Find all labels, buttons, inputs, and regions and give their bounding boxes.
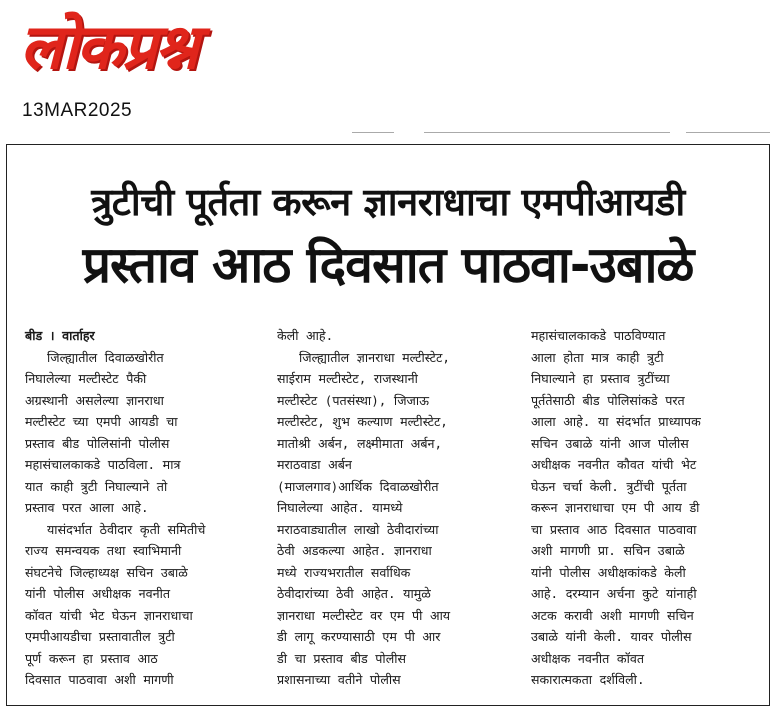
article-line: जिल्ह्यातील दिवाळखोरीत (47, 349, 164, 365)
publication-date: 13MAR2025 (22, 100, 133, 121)
article-line: मल्टीस्टेट, शुभ कल्याण मल्टीस्टेट, (277, 414, 448, 429)
logo-text: लोकप्रश्न (20, 10, 197, 83)
article-column-3 (531, 325, 759, 691)
article-line: ठेवीदारांच्या ठेवी आहेत. यामुळे (277, 586, 431, 601)
article-line: कॉवत यांची भेट घेऊन ज्ञानराधाचा (25, 607, 193, 623)
article-line: अग्रस्थानी असलेल्या ज्ञानराधा (25, 392, 164, 408)
article-line: मध्ये राज्यभरातील सर्वाधिक (277, 564, 411, 580)
article-line: अशी मागणी प्रा. सचिन उबाळे (531, 543, 685, 558)
column-1-body (25, 347, 253, 691)
article-line: ज्ञानराधा मल्टीस्टेट वर एम पी आय (277, 607, 451, 623)
article-line: डी लागू करण्यासाठी एम पी आर (277, 629, 441, 644)
article-line: आहे. दरम्यान अर्चना कुटे यांनाही (531, 586, 697, 601)
article-line: राज्य समन्वयक तथा स्वाभिमानी (25, 543, 182, 558)
article-column-1 (25, 325, 253, 691)
article-line: चा प्रस्ताव आठ दिवसात पाठवावा (531, 521, 697, 537)
article-line: यांनी पोलीस अधीक्षक नवनीत (25, 586, 171, 601)
article-line: साईराम मल्टीस्टेट, राजस्थानी (277, 371, 418, 386)
article-line: एमपीआयडीचा प्रस्तावातील त्रुटी (25, 629, 175, 644)
article-line: मराठवाडा अर्बन (277, 457, 352, 472)
article-line: निघाल्याने हा प्रस्ताव त्रुटींच्या (531, 371, 670, 386)
article-line: आला आहे. या संदर्भात प्राध्यापक (531, 414, 701, 429)
article-line: घेऊन चर्चा केली. त्रुटींची पूर्तता (531, 478, 687, 494)
headline-line-2: प्रस्ताव आठ दिवसात पाठवा-उबाळे (82, 236, 694, 294)
article-line: निघालेल्या आहेत. यामध्ये (277, 500, 403, 515)
divider (686, 132, 770, 133)
article-line: पूर्ण करून हा प्रस्ताव आठ (25, 650, 158, 666)
article-line: निघालेल्या मल्टीस्टेट पैकी (25, 371, 147, 386)
article-line: दिवसात पाठवावा अशी मागणी (25, 672, 174, 687)
article-line: मातोश्री अर्बन, लक्ष्मीमाता अर्बन, (277, 435, 443, 451)
article-line: यासंदर्भात ठेवीदार कृती समितीचे (47, 521, 206, 537)
article-line: अटक करावी अशी मागणी सचिन (531, 607, 694, 623)
article-line: प्रस्ताव बीड पोलिसांनी पोलीस (25, 435, 170, 451)
article-line: सकारात्मकता दर्शविली. (531, 672, 645, 687)
article-line: प्रस्ताव परत आला आहे. (25, 500, 149, 515)
byline: बीड । वार्ताहर (25, 328, 95, 343)
article-line: प्रशासनाच्या वतीने पोलीस (277, 672, 401, 687)
article-line: डी चा प्रस्ताव बीड पोलीस (277, 650, 407, 666)
article-line: महासंचालकाकडे पाठविला. मात्र (25, 457, 181, 472)
article-line: मराठवाड्यातील लाखो ठेवीदारांच्या (277, 521, 439, 537)
article-line: यांनी पोलीस अधीक्षकांकडे केली (531, 564, 686, 580)
article-line: महासंचालकाकडे पाठविण्यात (531, 328, 666, 343)
article-line: संघटनेचे जिल्हाध्यक्ष सचिन उबाळे (25, 564, 188, 580)
column-3-body (531, 325, 759, 691)
article-column-2 (277, 325, 513, 691)
article-line: ठेवी अडकल्या आहेत. ज्ञानराधा (277, 543, 432, 558)
article-line: जिल्ह्यातील ज्ञानराधा मल्टीस्टेट, (299, 349, 450, 365)
article-line: यात काही त्रुटी निघाल्याने तो (25, 478, 168, 494)
masthead-logo (8, 2, 288, 94)
article-line: सचिन उबाळे यांनी आज पोलीस (531, 435, 689, 451)
column-2-body (277, 325, 513, 691)
article-line: मल्टीस्टेट च्या एमपी आयडी चा (25, 414, 178, 429)
article-line: अधीक्षक नवनीत कॉवत (531, 650, 645, 666)
article-line: उबाळे यांनी केली. यावर पोलीस (531, 629, 692, 644)
headline-line-1: त्रुटीची पूर्तता करून ज्ञानराधाचा एमपीआयडी (91, 180, 685, 224)
article-line: करून ज्ञानराधाचा एम पी आय डी (531, 500, 700, 515)
news-clipping (6, 144, 770, 706)
divider (424, 132, 670, 133)
article-line: केली आहे. (277, 328, 334, 343)
article-line: पूर्ततेसाठी बीड पोलिसांकडे परत (531, 392, 685, 408)
article-line: अधीक्षक नवनीत कौवत यांची भेट (531, 457, 697, 472)
article-line: (माजलगाव)आर्थिक दिवाळखोरीत (277, 478, 439, 494)
article-line: मल्टीस्टेट (पतसंस्था), जिजाऊ (277, 392, 430, 408)
divider (352, 132, 394, 133)
article-line: आला होता मात्र काही त्रुटी (531, 349, 664, 365)
